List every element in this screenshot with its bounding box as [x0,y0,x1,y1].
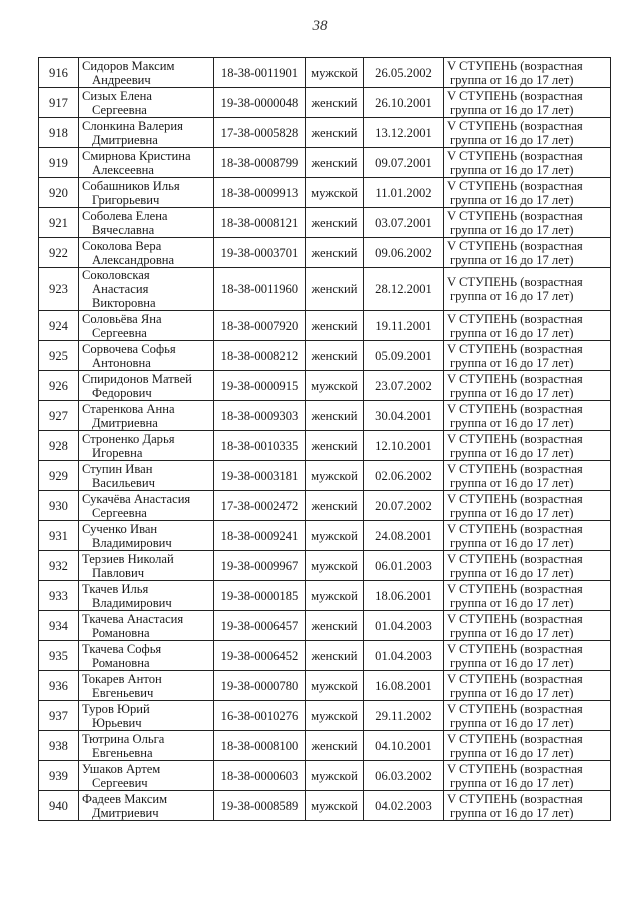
name-line: Токарев Антон [82,671,162,686]
row-number: 929 [39,461,79,491]
full-name-cell [79,238,214,268]
name-line: Сидоров Максим [82,58,175,73]
level-line: V СТУПЕНЬ (возрастная [447,551,583,566]
name-line: Сорвочева Софья [82,341,176,356]
roster-table [38,57,611,821]
name-line: Сукачёва Анастасия [82,491,191,506]
birth-date: 19.11.2001 [364,311,444,341]
id-code: 18-38-0000603 [214,761,306,791]
birth-date: 01.04.2003 [364,611,444,641]
full-name-cell [79,371,214,401]
roster-body [39,58,611,821]
level-cell [444,461,611,491]
gender: мужской [306,671,364,701]
name-line: Тютрина Ольга [82,731,165,746]
row-number: 917 [39,88,79,118]
gender: женский [306,431,364,461]
name-line: Туров Юрий [82,701,150,716]
level-line: V СТУПЕНЬ (возрастная [447,148,583,163]
full-name-cell [79,671,214,701]
full-name-cell [79,118,214,148]
name-line: Алексеевна [92,162,154,177]
birth-date: 06.01.2003 [364,551,444,581]
name-line: Ткачев Илья [82,581,149,596]
level-line: группа от 16 до 17 лет) [450,162,574,177]
row-number: 918 [39,118,79,148]
level-line: группа от 16 до 17 лет) [450,72,574,87]
level-line: V СТУПЕНЬ (возрастная [447,401,583,416]
name-line: Сизых Елена [82,88,152,103]
level-cell [444,491,611,521]
full-name-cell [79,611,214,641]
level-line: V СТУПЕНЬ (возрастная [447,641,583,656]
name-line: Антоновна [92,355,151,370]
row-number: 932 [39,551,79,581]
full-name-cell [79,311,214,341]
gender: женский [306,238,364,268]
level-line: группа от 16 до 17 лет) [450,192,574,207]
name-line: Смирнова Кристина [82,148,191,163]
name-line: Дмитриевна [92,132,158,147]
gender: мужской [306,371,364,401]
level-line: группа от 16 до 17 лет) [450,685,574,700]
name-line: Сергеевна [92,325,147,340]
name-line: Сергеевич [92,775,148,790]
table-row [39,238,611,268]
full-name-cell [79,551,214,581]
id-code: 19-38-0000915 [214,371,306,401]
name-line: Романовна [92,655,150,670]
row-number: 916 [39,58,79,88]
birth-date: 29.11.2002 [364,701,444,731]
birth-date: 26.05.2002 [364,58,444,88]
level-cell [444,341,611,371]
gender: женский [306,88,364,118]
level-line: V СТУПЕНЬ (возрастная [447,611,583,626]
name-line: Григорьевич [92,192,160,207]
name-line: Фадеев Максим [82,791,168,806]
birth-date: 04.02.2003 [364,791,444,821]
gender: женский [306,731,364,761]
table-row [39,371,611,401]
row-number: 928 [39,431,79,461]
row-number: 934 [39,611,79,641]
id-code: 19-38-0003701 [214,238,306,268]
birth-date: 28.12.2001 [364,268,444,311]
birth-date: 05.09.2001 [364,341,444,371]
table-row [39,118,611,148]
level-line: V СТУПЕНЬ (возрастная [447,461,583,476]
full-name-cell [79,341,214,371]
level-cell [444,641,611,671]
gender: женский [306,491,364,521]
gender: женский [306,401,364,431]
birth-date: 26.10.2001 [364,88,444,118]
name-line: Евгеньевич [92,685,154,700]
level-line: группа от 16 до 17 лет) [450,445,574,460]
id-code: 18-38-0008799 [214,148,306,178]
id-code: 18-38-0009913 [214,178,306,208]
row-number: 931 [39,521,79,551]
gender: мужской [306,701,364,731]
name-line: Сученко Иван [82,521,158,536]
gender: мужской [306,761,364,791]
table-row [39,311,611,341]
level-cell [444,401,611,431]
name-line: Сергеевна [92,505,147,520]
level-line: группа от 16 до 17 лет) [450,415,574,430]
id-code: 19-38-0000185 [214,581,306,611]
level-cell [444,88,611,118]
level-line: V СТУПЕНЬ (возрастная [447,341,583,356]
id-code: 16-38-0010276 [214,701,306,731]
gender: женский [306,311,364,341]
level-line: группа от 16 до 17 лет) [450,565,574,580]
id-code: 18-38-0009303 [214,401,306,431]
name-line: Романовна [92,625,150,640]
table-row [39,148,611,178]
full-name-cell [79,461,214,491]
gender: мужской [306,551,364,581]
row-number: 922 [39,238,79,268]
page-number: 38 [312,18,328,34]
level-line: группа от 16 до 17 лет) [450,325,574,340]
level-line: группа от 16 до 17 лет) [450,132,574,147]
level-line: V СТУПЕНЬ (возрастная [447,58,583,73]
name-line: Владимирович [92,595,172,610]
name-line: Ступин Иван [82,461,153,476]
level-cell [444,521,611,551]
name-line: Собашников Илья [82,178,180,193]
birth-date: 06.03.2002 [364,761,444,791]
gender: мужской [306,521,364,551]
table-row [39,431,611,461]
full-name-cell [79,731,214,761]
id-code: 18-38-0009241 [214,521,306,551]
name-line: Ушаков Артем [82,761,161,776]
table-row [39,641,611,671]
level-line: группа от 16 до 17 лет) [450,505,574,520]
table-row [39,731,611,761]
row-number: 940 [39,791,79,821]
row-number: 930 [39,491,79,521]
level-line: группа от 16 до 17 лет) [450,535,574,550]
birth-date: 18.06.2001 [364,581,444,611]
gender: женский [306,208,364,238]
table-row [39,581,611,611]
name-line: Павлович [92,565,145,580]
table-row [39,178,611,208]
birth-date: 03.07.2001 [364,208,444,238]
row-number: 920 [39,178,79,208]
table-row [39,701,611,731]
level-line: группа от 16 до 17 лет) [450,289,574,303]
name-line: Терзиев Николай [82,551,174,566]
id-code: 19-38-0009967 [214,551,306,581]
level-line: V СТУПЕНЬ (возрастная [447,88,583,103]
level-line: V СТУПЕНЬ (возрастная [447,791,583,806]
name-line: Васильевич [92,475,155,490]
level-line: V СТУПЕНЬ (возрастная [447,431,583,446]
id-code: 18-38-0011960 [214,268,306,311]
birth-date: 16.08.2001 [364,671,444,701]
birth-date: 09.07.2001 [364,148,444,178]
level-cell [444,208,611,238]
level-line: V СТУПЕНЬ (возрастная [447,311,583,326]
gender: женский [306,611,364,641]
level-line: V СТУПЕНЬ (возрастная [447,671,583,686]
row-number: 935 [39,641,79,671]
full-name-cell [79,88,214,118]
level-line: V СТУПЕНЬ (возрастная [447,371,583,386]
birth-date: 20.07.2002 [364,491,444,521]
birth-date: 23.07.2002 [364,371,444,401]
level-line: группа от 16 до 17 лет) [450,385,574,400]
level-line: V СТУПЕНЬ (возрастная [447,208,583,223]
birth-date: 09.06.2002 [364,238,444,268]
full-name-cell [79,581,214,611]
table-row [39,461,611,491]
level-line: группа от 16 до 17 лет) [450,355,574,370]
name-line: Строненко Дарья [82,431,175,446]
row-number: 938 [39,731,79,761]
level-line: V СТУПЕНЬ (возрастная [447,275,583,289]
row-number: 925 [39,341,79,371]
gender: женский [306,118,364,148]
birth-date: 30.04.2001 [364,401,444,431]
birth-date: 11.01.2002 [364,178,444,208]
full-name-cell [79,431,214,461]
level-line: группа от 16 до 17 лет) [450,775,574,790]
full-name-cell [79,641,214,671]
level-cell [444,118,611,148]
table-row [39,671,611,701]
row-number: 937 [39,701,79,731]
level-cell [444,731,611,761]
level-line: V СТУПЕНЬ (возрастная [447,521,583,536]
id-code: 19-38-0006452 [214,641,306,671]
level-line: V СТУПЕНЬ (возрастная [447,731,583,746]
name-line: Соколова Вера [82,238,162,253]
id-code: 17-38-0002472 [214,491,306,521]
id-code: 18-38-0011901 [214,58,306,88]
id-code: 19-38-0000048 [214,88,306,118]
table-row [39,88,611,118]
table-row [39,551,611,581]
table-row [39,268,611,311]
level-cell [444,671,611,701]
level-line: группа от 16 до 17 лет) [450,655,574,670]
level-cell [444,431,611,461]
table-row [39,341,611,371]
full-name-cell [79,208,214,238]
row-number: 923 [39,268,79,311]
birth-date: 13.12.2001 [364,118,444,148]
row-number: 936 [39,671,79,701]
name-line: Ткачева Анастасия [82,611,184,626]
row-number: 939 [39,761,79,791]
level-line: V СТУПЕНЬ (возрастная [447,118,583,133]
table-row [39,208,611,238]
name-line: Дмитриевна [92,415,158,430]
table-row [39,58,611,88]
name-line: Федорович [92,385,152,400]
table-row [39,761,611,791]
level-line: группа от 16 до 17 лет) [450,625,574,640]
name-line: Андреевич [92,72,151,87]
id-code: 18-38-0008121 [214,208,306,238]
name-line: Сергеевна [92,102,147,117]
id-code: 18-38-0008100 [214,731,306,761]
level-cell [444,701,611,731]
full-name-cell [79,491,214,521]
level-line: группа от 16 до 17 лет) [450,715,574,730]
level-cell [444,238,611,268]
id-code: 19-38-0000780 [214,671,306,701]
gender: женский [306,268,364,311]
name-line: Александровна [92,252,175,267]
level-cell [444,371,611,401]
birth-date: 01.04.2003 [364,641,444,671]
gender: мужской [306,581,364,611]
level-line: V СТУПЕНЬ (возрастная [447,581,583,596]
level-cell [444,611,611,641]
level-cell [444,761,611,791]
row-number: 926 [39,371,79,401]
full-name-cell [79,148,214,178]
gender: мужской [306,58,364,88]
level-line: группа от 16 до 17 лет) [450,595,574,610]
level-line: группа от 16 до 17 лет) [450,475,574,490]
name-line: Анастасия [92,282,149,296]
name-line: Ткачева Софья [82,641,162,656]
table-row [39,401,611,431]
name-line: Соколовская [82,268,150,282]
gender: женский [306,341,364,371]
gender: женский [306,148,364,178]
level-line: V СТУПЕНЬ (возрастная [447,491,583,506]
gender: женский [306,641,364,671]
name-line: Слонкина Валерия [82,118,183,133]
birth-date: 02.06.2002 [364,461,444,491]
table-row [39,521,611,551]
name-line: Вячеславна [92,222,155,237]
table-row [39,791,611,821]
table-row [39,611,611,641]
id-code: 18-38-0008212 [214,341,306,371]
full-name-cell [79,58,214,88]
full-name-cell [79,268,214,311]
name-line: Дмитриевич [92,805,159,820]
level-line: V СТУПЕНЬ (возрастная [447,761,583,776]
level-cell [444,311,611,341]
row-number: 933 [39,581,79,611]
row-number: 924 [39,311,79,341]
row-number: 921 [39,208,79,238]
level-cell [444,148,611,178]
level-cell [444,178,611,208]
id-code: 17-38-0005828 [214,118,306,148]
full-name-cell [79,701,214,731]
name-line: Старенкова Анна [82,401,175,416]
id-code: 18-38-0007920 [214,311,306,341]
name-line: Евгеньевна [92,745,153,760]
full-name-cell [79,521,214,551]
level-line: группа от 16 до 17 лет) [450,745,574,760]
level-cell [444,791,611,821]
level-cell [444,551,611,581]
full-name-cell [79,761,214,791]
level-line: группа от 16 до 17 лет) [450,805,574,820]
table-row [39,491,611,521]
gender: мужской [306,461,364,491]
birth-date: 04.10.2001 [364,731,444,761]
full-name-cell [79,791,214,821]
level-line: группа от 16 до 17 лет) [450,222,574,237]
level-line: V СТУПЕНЬ (возрастная [447,178,583,193]
full-name-cell [79,401,214,431]
name-line: Юрьевич [92,715,142,730]
level-line: V СТУПЕНЬ (возрастная [447,701,583,716]
level-cell [444,581,611,611]
name-line: Владимирович [92,535,172,550]
name-line: Викторовна [92,296,156,310]
level-cell [444,268,611,311]
name-line: Соловьёва Яна [82,311,162,326]
id-code: 19-38-0003181 [214,461,306,491]
level-line: группа от 16 до 17 лет) [450,252,574,267]
full-name-cell [79,178,214,208]
birth-date: 12.10.2001 [364,431,444,461]
birth-date: 24.08.2001 [364,521,444,551]
gender: мужской [306,791,364,821]
id-code: 19-38-0008589 [214,791,306,821]
level-line: группа от 16 до 17 лет) [450,102,574,117]
id-code: 19-38-0006457 [214,611,306,641]
name-line: Спиридонов Матвей [82,371,192,386]
level-cell [444,58,611,88]
name-line: Соболева Елена [82,208,168,223]
name-line: Игоревна [92,445,143,460]
level-line: V СТУПЕНЬ (возрастная [447,238,583,253]
id-code: 18-38-0010335 [214,431,306,461]
row-number: 919 [39,148,79,178]
row-number: 927 [39,401,79,431]
gender: мужской [306,178,364,208]
